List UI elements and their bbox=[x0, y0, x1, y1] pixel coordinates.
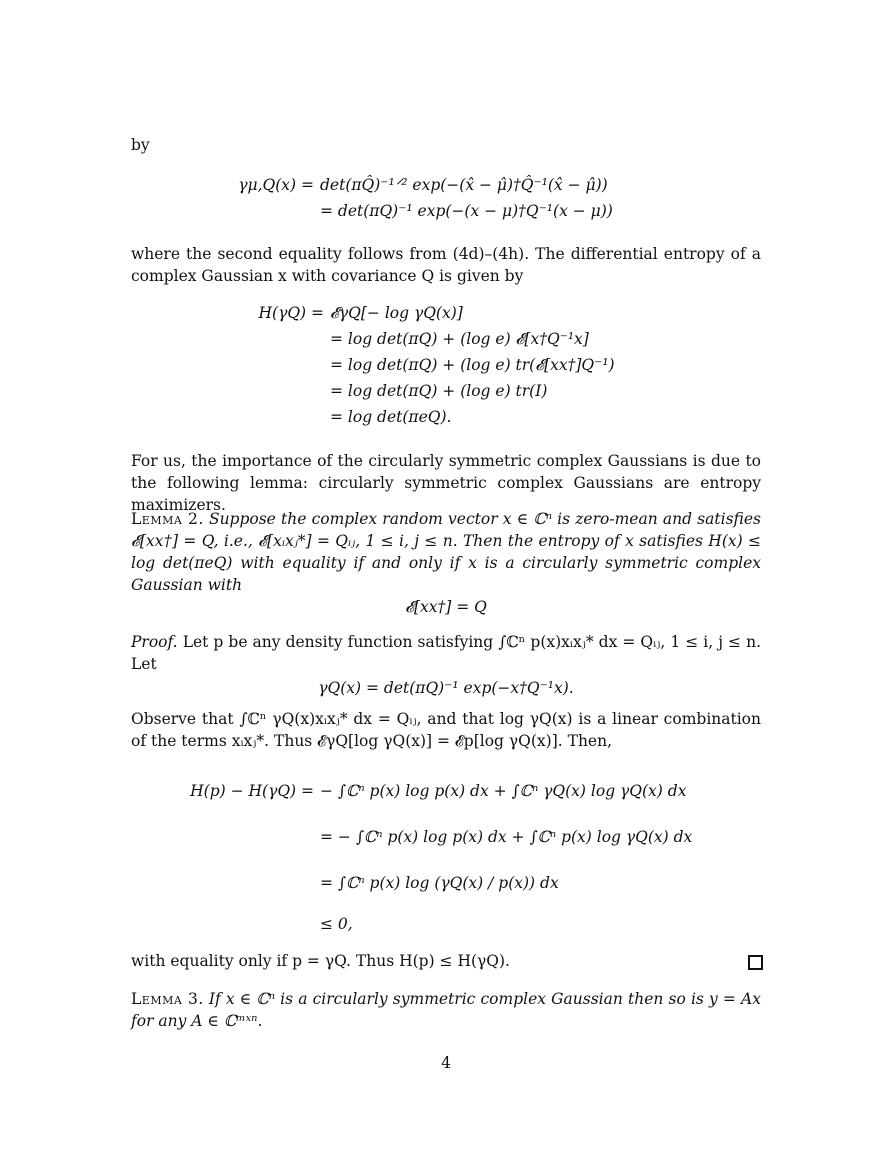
proof-paragraph: Observe that ∫ℂⁿ γQ(x)xᵢxⱼ* dx = Qᵢⱼ, and that log γQ(x) is a linear combination of the terms xᵢxⱼ*. Thus 𝓔γQ[log γQ(x)] = 𝓔p[log γQ(x)]. Then, bbox=[131, 710, 761, 750]
conclusion: with equality only if p = γQ. Thus H(p) ≤ H(γQ). bbox=[131, 952, 510, 970]
equation-entropy bbox=[200, 300, 615, 430]
lemma-3 bbox=[131, 988, 761, 1032]
equation-gaussian-density bbox=[200, 172, 613, 224]
proof-text: Let p be any density function satisfying ∫ℂⁿ p(x)xᵢxⱼ* dx = Qᵢⱼ, 1 ≤ i, j ≤ n. Let bbox=[131, 633, 761, 673]
lemma-2-display: 𝓔[xx†] = Q bbox=[405, 598, 487, 616]
eq2-row: = log det(πeQ). bbox=[330, 408, 452, 426]
paragraph-entropy-intro: where the second equality follows from (4d)–(4h). The differential entropy of a complex Gaussian x with covariance Q is given by bbox=[131, 245, 761, 285]
lemma-2-label: Lemma 2. bbox=[131, 510, 204, 528]
eq3-row: = ∫ℂⁿ p(x) log (γQ(x) / p(x)) dx bbox=[320, 874, 559, 892]
eq1-row1: det(πQ̂)⁻¹ᐟ² exp(−(x̂ − μ̂)†Q̂⁻¹(x̂ − μ̂)) bbox=[320, 176, 608, 194]
qed-square-icon bbox=[748, 955, 763, 970]
lemma-3-label: Lemma 3. bbox=[131, 990, 204, 1008]
proof-opening bbox=[131, 631, 761, 675]
eq2-row: = log det(πQ) + (log e) tr(I) bbox=[330, 382, 548, 400]
proof-display: γQ(x) = det(πQ)⁻¹ exp(−x†Q⁻¹x). bbox=[318, 679, 574, 697]
eq2-row: = log det(πQ) + (log e) tr(𝓔[xx†]Q⁻¹) bbox=[330, 356, 615, 374]
eq3-row: − ∫ℂⁿ p(x) log p(x) dx + ∫ℂⁿ γQ(x) log γQ(x) dx bbox=[320, 782, 687, 800]
eq2-lhs: H(γQ) = bbox=[258, 304, 324, 322]
lemma-2-text: Suppose the complex random vector x ∈ ℂⁿ is zero-mean and satisfies 𝓔[xx†] = Q, i.e., 𝓔[xᵢxⱼ*] = Qᵢⱼ, 1 ≤ i, j ≤ n. Then the entropy of x satisfies H(x) ≤ log det(πeQ) with equality if and only if x is a circularly symmetric complex Gaussian with bbox=[131, 510, 761, 594]
eq3-lhs: H(p) − H(γQ) = bbox=[190, 782, 314, 800]
lemma-2 bbox=[131, 508, 761, 596]
eq1-row2: = det(πQ)⁻¹ exp(−(x − μ)†Q⁻¹(x − μ)) bbox=[320, 202, 613, 220]
eq2-row: = log det(πQ) + (log e) 𝓔[x†Q⁻¹x] bbox=[330, 330, 589, 348]
page-number: 4 bbox=[441, 1054, 451, 1072]
paragraph-entropy-maximizers: For us, the importance of the circularly symmetric complex Gaussians is due to the following lemma: circularly symmetric complex Gaussians are entropy maximizers. bbox=[131, 452, 761, 514]
eq2-row: 𝓔γQ[− log γQ(x)] bbox=[330, 304, 463, 322]
eq1-lhs: γμ,Q(x) = bbox=[238, 176, 314, 194]
lemma-3-text: If x ∈ ℂⁿ is a circularly symmetric complex Gaussian then so is y = Ax for any A ∈ ℂᵐˣⁿ. bbox=[131, 990, 761, 1030]
proof-label: Proof. bbox=[131, 633, 178, 651]
equation-entropy-difference bbox=[150, 768, 692, 942]
eq3-row: ≤ 0, bbox=[320, 915, 353, 933]
intro-word: by bbox=[131, 136, 150, 154]
eq3-row: = − ∫ℂⁿ p(x) log p(x) dx + ∫ℂⁿ p(x) log γQ(x) dx bbox=[320, 828, 693, 846]
